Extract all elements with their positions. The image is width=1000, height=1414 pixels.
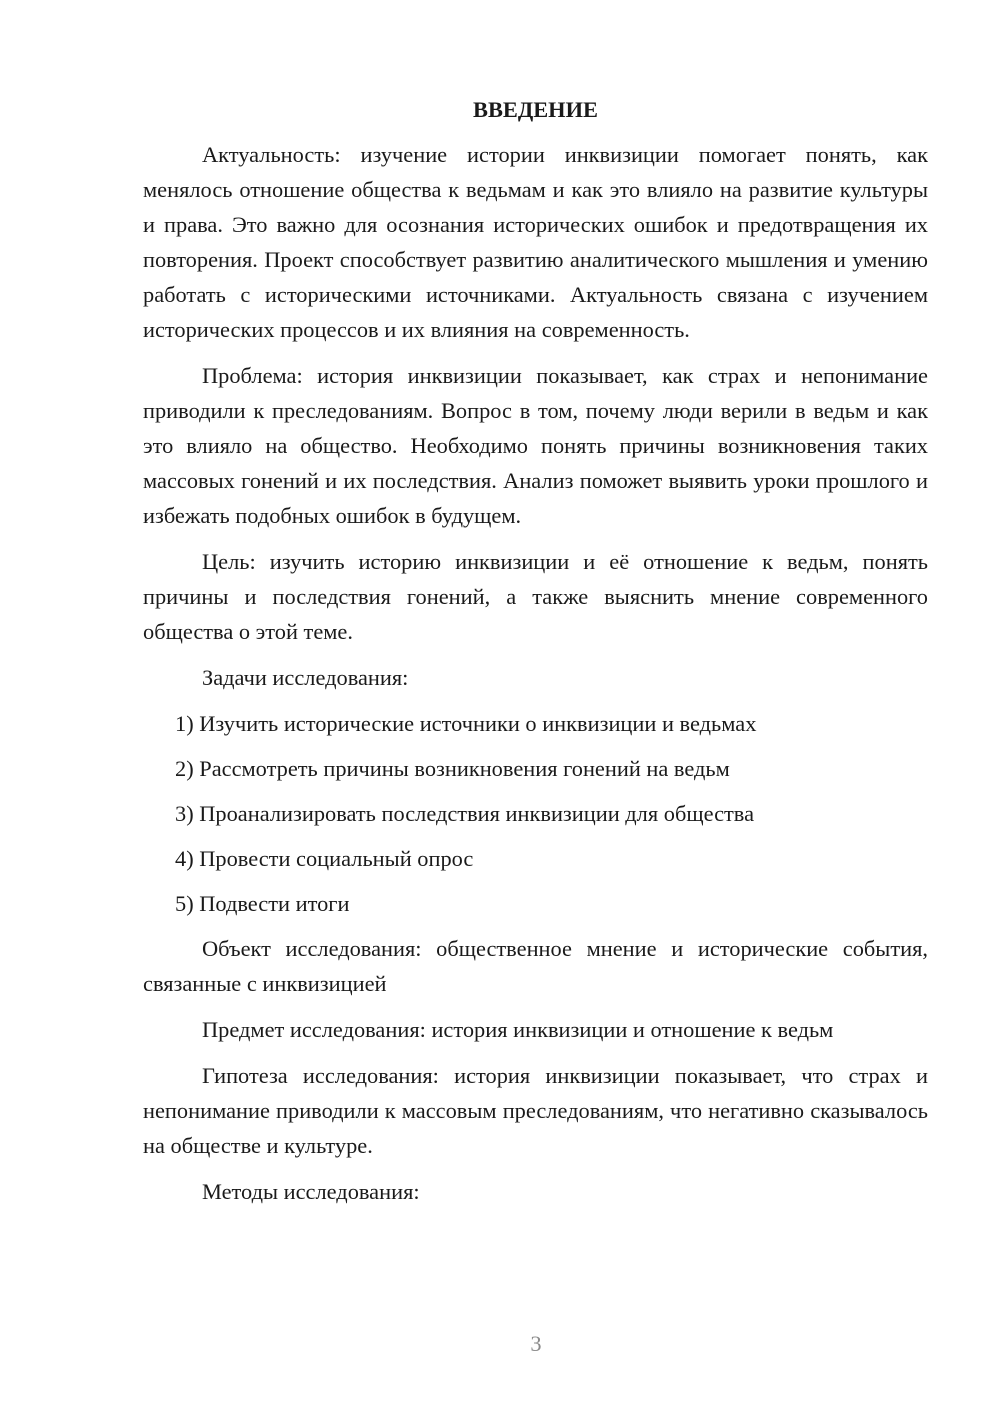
relevance-paragraph: Актуальность: изучение истории инквизиции помогает понять, как менялось отношение общества к ведьмам и как это влияло на развитие культуры и права. Это важно для осознания исторических ошибок и предотвращения их повторения. Проект способствует развитию аналитического мышления и умению работать с историческими источниками. Актуальность связана с изучением исторических процессов и их влияния на современность. bbox=[143, 142, 928, 342]
list-item: 2) Рассмотреть причины возникновения гонений на ведьм bbox=[175, 756, 730, 781]
hypothesis-paragraph: Гипотеза исследования: история инквизиции показывает, что страх и непонимание приводили к массовым преследованиям, что негативно сказывалось на обществе и культуре. bbox=[143, 1063, 928, 1158]
subject-paragraph: Предмет исследования: история инквизиции и отношение к ведьм bbox=[202, 1017, 834, 1042]
list-item: 4) Провести социальный опрос bbox=[175, 846, 474, 871]
tasks-list bbox=[143, 706, 928, 921]
object-paragraph: Объект исследования: общественное мнение и исторические события, связанные с инквизицией bbox=[143, 936, 928, 996]
list-item: 1) Изучить исторические источники о инквизиции и ведьмах bbox=[175, 711, 757, 736]
goal-paragraph: Цель: изучить историю инквизиции и её отношение к ведьм, понять причины и последствия гонений, а также выяснить мнение современного общества о этой теме. bbox=[143, 549, 928, 644]
tasks-title: Задачи исследования: bbox=[202, 665, 409, 690]
list-item: 5) Подвести итоги bbox=[175, 891, 350, 916]
page-content bbox=[143, 92, 928, 1220]
list-item: 3) Проанализировать последствия инквизиции для общества bbox=[175, 801, 755, 826]
section-heading: ВВЕДЕНИЕ bbox=[473, 97, 598, 122]
page-number: 3 bbox=[530, 1331, 542, 1356]
problem-paragraph: Проблема: история инквизиции показывает, как страх и непонимание приводили к преследованиям. Вопрос в том, почему люди верили в ведьм и как это влияло на общество. Необходимо понять причины возникновения таких массовых гонений и их последствия. Анализ поможет выявить уроки прошлого и избежать подобных ошибок в будущем. bbox=[143, 363, 928, 528]
methods-title: Методы исследования: bbox=[202, 1179, 420, 1204]
